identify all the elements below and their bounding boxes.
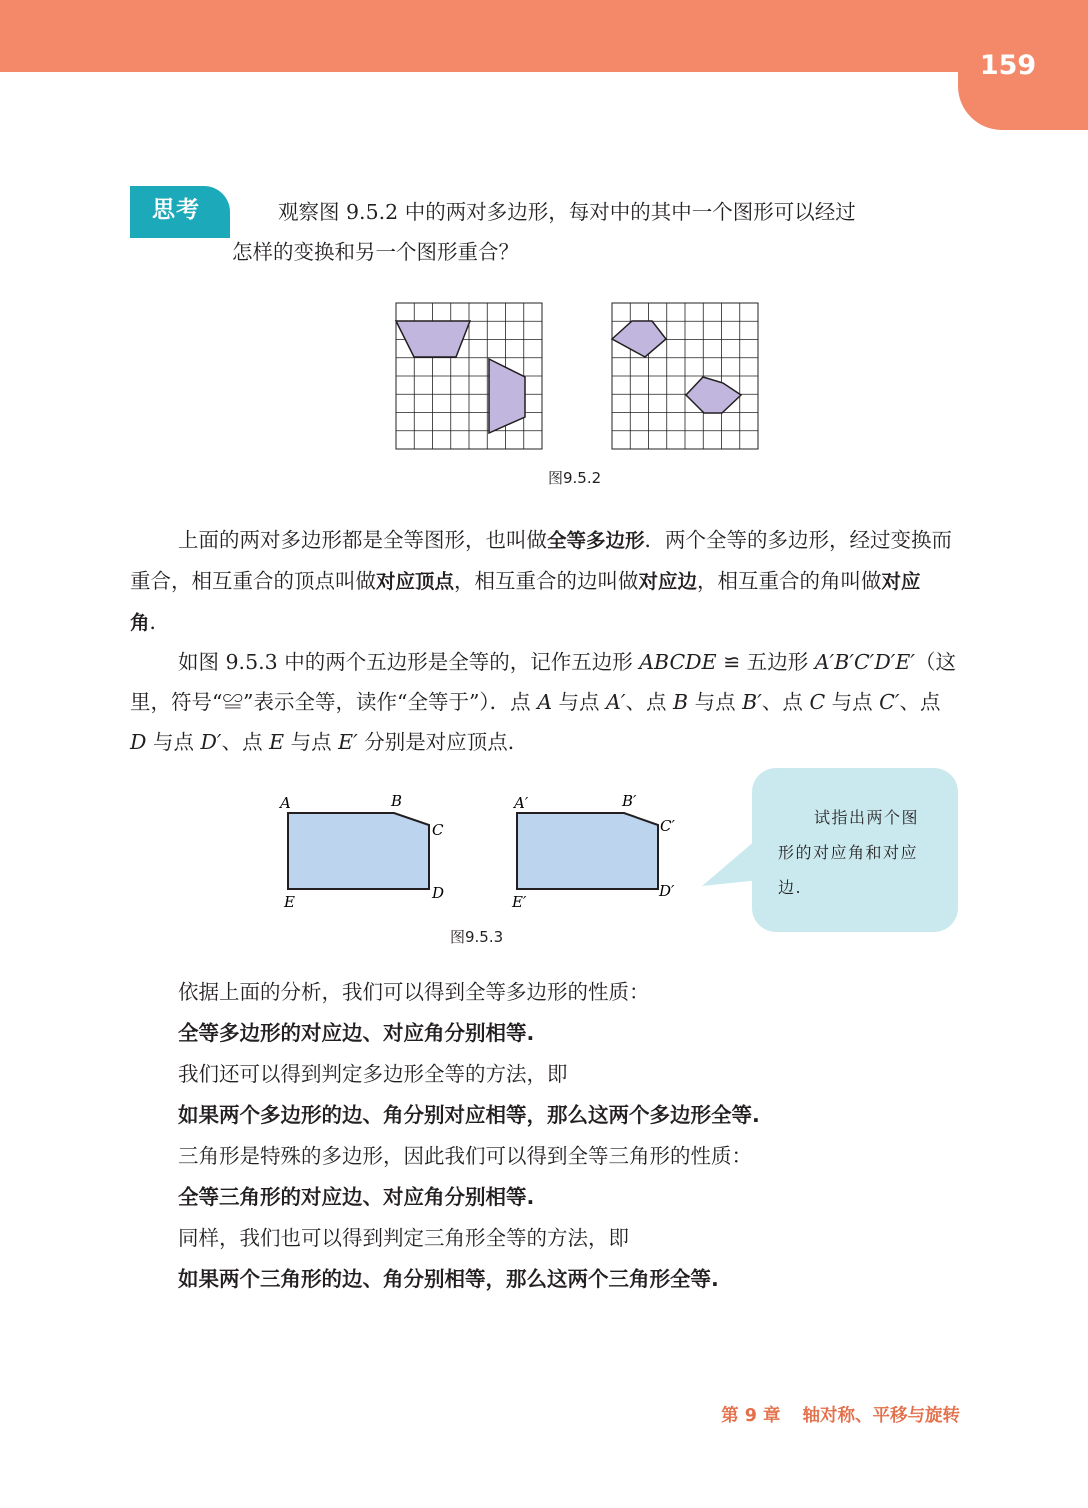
- hint-bubble-text: 试指出两个图形的对应角和对应边.: [778, 808, 920, 897]
- property-triangle: 全等三角形的对应边、对应角分别相等.: [178, 1185, 535, 1209]
- body-line-5: 三角形是特殊的多边形，因此我们可以得到全等三角形的性质：: [178, 1144, 752, 1168]
- label-d: D: [432, 884, 445, 902]
- label-e-prime: E′: [512, 893, 527, 911]
- chapter-footer: [678, 1402, 960, 1427]
- trapezoid-polygon: [396, 321, 470, 357]
- page-number: 159: [979, 50, 1037, 81]
- figure-9-5-3-caption: 图9.5.3: [450, 928, 504, 946]
- label-a-prime: A′: [514, 794, 529, 812]
- chapter-title: 轴对称、平移与旋转: [802, 1406, 960, 1426]
- chapter-number: 第 9 章: [721, 1406, 781, 1426]
- label-e: E: [284, 893, 295, 911]
- body-line-7: 同样，我们也可以得到判定三角形全等的方法，即: [178, 1226, 629, 1250]
- label-c: C: [432, 821, 444, 839]
- pentagon-polygon: [612, 321, 666, 357]
- label-a: A: [280, 794, 291, 812]
- think-question-line2: 怎样的变换和另一个图形重合？: [232, 240, 519, 264]
- criterion-triangle: 如果两个三角形的边、角分别相等，那么这两个三角形全等.: [178, 1267, 719, 1291]
- figure-9-5-2-caption: 图9.5.2: [548, 469, 602, 487]
- trapezoid-rotated-polygon: [489, 359, 525, 433]
- criterion-polygon: 如果两个多边形的边、角分别对应相等，那么这两个多边形全等.: [178, 1103, 760, 1127]
- label-b: B: [391, 792, 403, 810]
- label-c-prime: C′: [660, 817, 675, 835]
- pentagon-translated-polygon: [686, 377, 741, 413]
- body-line-1: 依据上面的分析，我们可以得到全等多边形的性质：: [178, 980, 650, 1004]
- think-badge: 思考: [130, 186, 230, 238]
- pentagon-congruence-paragraph: 如图 9.5.3 中的两个五边形是全等的，记作五边形 ABCDE ≌ 五边形 A′B′C′D′E′（这里，符号“≌”表示全等，读作“全等于”）．点 A 与点 A′、点 B 与点 B′、点 C 与点 C′、点 D 与点 D′、点 E 与点 E′ 分别是对应顶点．: [130, 650, 957, 754]
- figure-9-5-3: [276, 788, 696, 918]
- figure-9-5-2: [392, 298, 768, 456]
- label-d-prime: D′: [659, 882, 675, 900]
- congruent-polygon-definition: 上面的两对多边形都是全等图形，也叫做全等多边形．两个全等的多边形，经过变换而重合，相互重合的顶点叫做对应顶点，相互重合的边叫做对应边，相互重合的角叫做对应角．: [130, 528, 953, 634]
- pentagon-abcde-prime: [517, 813, 658, 889]
- body-line-3: 我们还可以得到判定多边形全等的方法，即: [178, 1062, 568, 1086]
- label-b-prime: B′: [622, 792, 637, 810]
- property-polygon: 全等多边形的对应边、对应角分别相等.: [178, 1021, 535, 1045]
- pentagon-abcde: [288, 813, 429, 889]
- top-banner: [0, 0, 1088, 72]
- think-question-line1: 观察图 9.5.2 中的两对多边形，每对中的其中一个图形可以经过: [278, 200, 856, 224]
